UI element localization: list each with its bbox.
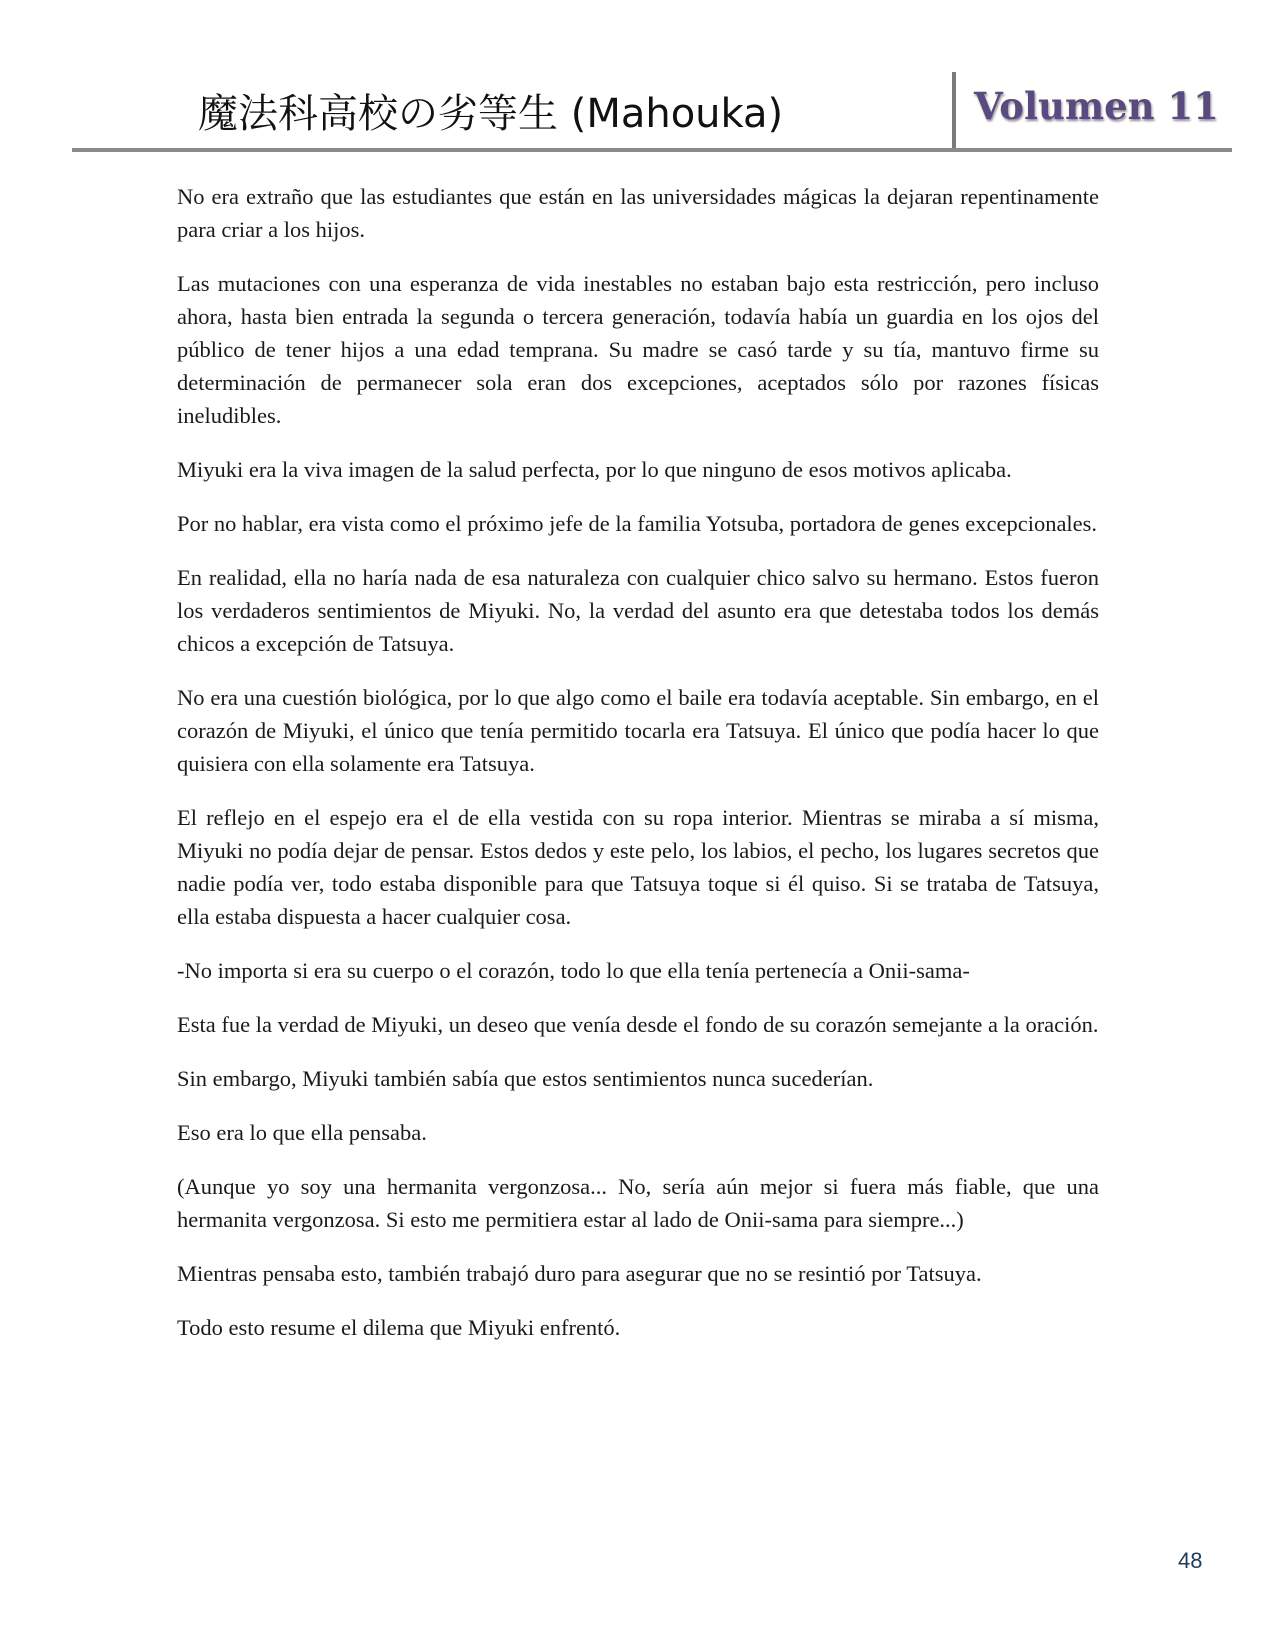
volume-label: Volumen 11: [974, 84, 1219, 128]
page-header: [72, 70, 1232, 150]
paragraph-13: Mientras pensaba esto, también trabajó duro para asegurar que no se resintió por Tatsuya.: [177, 1261, 982, 1286]
header-divider: [952, 72, 956, 150]
header-title: 魔法科高校の劣等生 (Mahouka): [198, 91, 784, 137]
paragraph-2: Las mutaciones con una esperanza de vida inestables no estaban bajo esta restricción, pero incluso ahora, hasta bien entrada la segunda o tercera generación, todavía había un guardia en los ojos del público de tener hijos a una edad temprana. Su madre se casó tarde y su tía, mantuvo firme su determinación de permanecer sola eran dos excepciones, aceptados sólo por razones físicas ineludibles.: [177, 271, 1099, 428]
paragraph-9: Esta fue la verdad de Miyuki, un deseo que venía desde el fondo de su corazón semejante a la oración.: [177, 1012, 1099, 1037]
paragraph-1: No era extraño que las estudiantes que están en las universidades mágicas la dejaran repentinamente para criar a los hijos.: [177, 184, 1099, 242]
paragraph-12: (Aunque yo soy una hermanita vergonzosa... No, sería aún mejor si fuera más fiable, que una hermanita vergonzosa. Si esto me permitiera estar al lado de Onii-sama para siempre...): [177, 1174, 1099, 1232]
page-number: 48: [1178, 1548, 1203, 1573]
paragraph-7: El reflejo en el espejo era el de ella vestida con su ropa interior. Mientras se miraba a sí misma, Miyuki no podía dejar de pensar. Estos dedos y este pelo, los labios, el pecho, los lugares secretos que nadie podía ver, todo estaba disponible para que Tatsuya toque si él quiso. Si se trataba de Tatsuya, ella estaba dispuesta a hacer cualquier cosa.: [177, 805, 1099, 929]
paragraph-10: Sin embargo, Miyuki también sabía que estos sentimientos nunca sucederían.: [177, 1066, 874, 1091]
paragraph-6: No era una cuestión biológica, por lo que algo como el baile era todavía aceptable. Sin embargo, en el corazón de Miyuki, el único que tenía permitido tocarla era Tatsuya. El único que podía hacer lo que quisiera con ella solamente era Tatsuya.: [177, 685, 1099, 776]
paragraph-4: Por no hablar, era vista como el próximo jefe de la familia Yotsuba, portadora de genes excepcionales.: [177, 511, 1098, 536]
paragraph-8: -No importa si era su cuerpo o el corazón, todo lo que ella tenía pertenecía a Onii-sama-: [177, 958, 970, 983]
body-text: [177, 180, 1099, 1365]
paragraph-14: Todo esto resume el dilema que Miyuki enfrentó.: [177, 1315, 621, 1340]
paragraph-11: Eso era lo que ella pensaba.: [177, 1120, 427, 1145]
paragraph-5: En realidad, ella no haría nada de esa naturaleza con cualquier chico salvo su hermano. Estos fueron los verdaderos sentimientos de Miyuki. No, la verdad del asunto era que detestaba todos los demás chicos a excepción de Tatsuya.: [177, 565, 1099, 656]
header-rule: [72, 148, 1232, 152]
paragraph-3: Miyuki era la viva imagen de la salud perfecta, por lo que ninguno de esos motivos aplicaba.: [177, 457, 1012, 482]
